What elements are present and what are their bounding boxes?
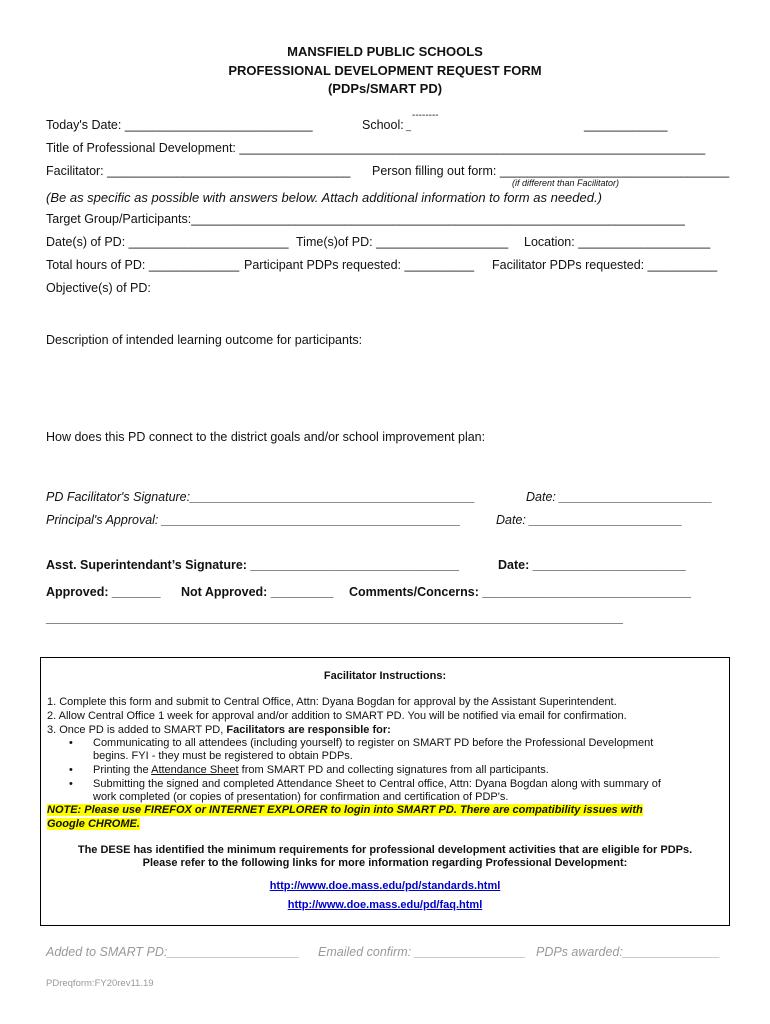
browser-note-line-1 [47,804,643,816]
form-revision-id: PDreqform:FY20rev11.19 [46,978,154,989]
school-tick: _ [406,121,412,131]
instruction-item-1: 1. Complete this form and submit to Central Office, Attn: Dyana Bogdan for approval by the Assistant Superintendent. [47,696,617,708]
asst-superintendent-date[interactable]: Date: ______________________ [498,558,686,572]
browser-note-line-2 [47,818,140,830]
bullet-2-suffix: from SMART PD and collecting signatures from all participants. [241,764,549,776]
pdps-awarded-field[interactable]: PDPs awarded:______________ [536,945,721,959]
bullet-1-line-2: begins. FYI - they must be registered to obtain PDPs. [93,750,353,762]
facilitator-signature-date[interactable]: Date: ______________________ [526,490,713,504]
location-field[interactable]: Location: ___________________ [524,235,711,249]
standards-link[interactable]: http://www.doe.mass.edu/pd/standards.html [269,880,501,892]
form-title: PROFESSIONAL DEVELOPMENT REQUEST FORM [228,63,542,78]
facilitator-signature-field[interactable]: PD Facilitator's Signature:_________________________________________ [46,490,476,504]
instructions-heading: Facilitator Instructions: [323,670,447,682]
added-to-smart-pd-field[interactable]: Added to SMART PD:___________________ [46,945,300,959]
times-field[interactable]: Time(s)of PD: ___________________ [296,235,509,249]
person-filling-field[interactable]: Person filling out form: _________________________________ [372,164,730,178]
principal-approval-field[interactable]: Principal's Approval: ___________________________________________ [46,513,461,527]
participant-pdps-field[interactable]: Participant PDPs requested: __________ [244,258,475,272]
bullet-icon: • [69,737,73,749]
bullet-3-line-2: work completed (or copies of presentation) for confirmation and certification of PDP's. [93,791,509,803]
bullet-3-line-1: Submitting the signed and completed Attendance Sheet to Central office, Attn: Dyana Bogdan along with summary of [93,778,661,790]
target-group-field[interactable]: Target Group/Participants:_______________________________________________________________________ [46,212,685,226]
instruction-item-3-bold: Facilitators are responsible for: [226,724,391,736]
link-row-1 [41,876,729,894]
bullet-icon: • [69,778,73,790]
specificity-instruction: (Be as specific as possible with answers below. Attach additional information to form as needed.) [46,190,602,205]
principal-approval-date[interactable]: Date: ______________________ [496,513,683,527]
dates-field[interactable]: Date(s) of PD: _______________________ [46,235,289,249]
instruction-item-2: 2. Allow Central Office 1 week for approval and/or addition to SMART PD. You will be notified via email for confirmation. [47,710,627,722]
facilitator-pdps-field[interactable]: Facilitator PDPs requested: __________ [492,258,718,272]
todays-date-field[interactable]: Today's Date: ___________________________ [46,118,313,132]
link-row-2 [41,895,729,913]
browser-note-text-1: NOTE: Please use FIREFOX or INTERNET EXPLORER to login into SMART PD. There are compatibility issues with [47,804,643,816]
objectives-label: Objective(s) of PD: [46,281,151,295]
asst-superintendent-signature[interactable]: Asst. Superintendant’s Signature: ______________________________ [46,558,459,572]
school-label: School: [362,118,404,132]
comments-field[interactable]: Comments/Concerns: ______________________________ [349,585,691,599]
school-line[interactable]: ____________ [584,118,668,132]
description-label: Description of intended learning outcome for participants: [46,333,363,347]
not-approved-field[interactable]: Not Approved: _________ [181,585,334,599]
bullet-1-line-1: Communicating to all attendees (including yourself) to register on SMART PD before the Professional Development [93,737,654,749]
school-dashes: -------- [412,110,439,121]
browser-note-text-2: Google CHROME. [47,818,140,830]
emailed-confirm-field[interactable]: Emailed confirm: ________________ [318,945,526,959]
total-hours-field[interactable]: Total hours of PD: _____________ [46,258,240,272]
bullet-2 [93,764,549,776]
title-of-pd-field[interactable]: Title of Professional Development: ___________________________________________________________________ [46,141,706,155]
bullet-2-prefix: Printing the [93,764,149,776]
instruction-item-3 [47,724,391,736]
form-subtitle: (PDPs/SMART PD) [327,81,443,96]
instruction-item-3-text: 3. Once PD is added to SMART PD, [47,724,224,736]
school-name: MANSFIELD PUBLIC SCHOOLS [287,44,483,59]
if-different-note: (if different than Facilitator) [512,178,620,188]
facilitator-field[interactable]: Facilitator: ___________________________________ [46,164,351,178]
facilitator-instructions-box [40,657,730,926]
bullet-icon: • [69,764,73,776]
dese-statement-line-2: Please refer to the following links for more information regarding Professional Development: [142,857,628,869]
attendance-sheet-link[interactable]: Attendance Sheet [151,764,239,776]
comments-continuation-line[interactable]: ________________________________________________________________________________________ [46,611,623,625]
faq-link[interactable]: http://www.doe.mass.edu/pd/faq.html [287,899,483,911]
connection-label: How does this PD connect to the district goals and/or school improvement plan: [46,430,486,444]
dese-statement-line-1: The DESE has identified the minimum requirements for professional development activities that are eligible for PDPs. [77,844,693,856]
approved-field[interactable]: Approved: _______ [46,585,161,599]
